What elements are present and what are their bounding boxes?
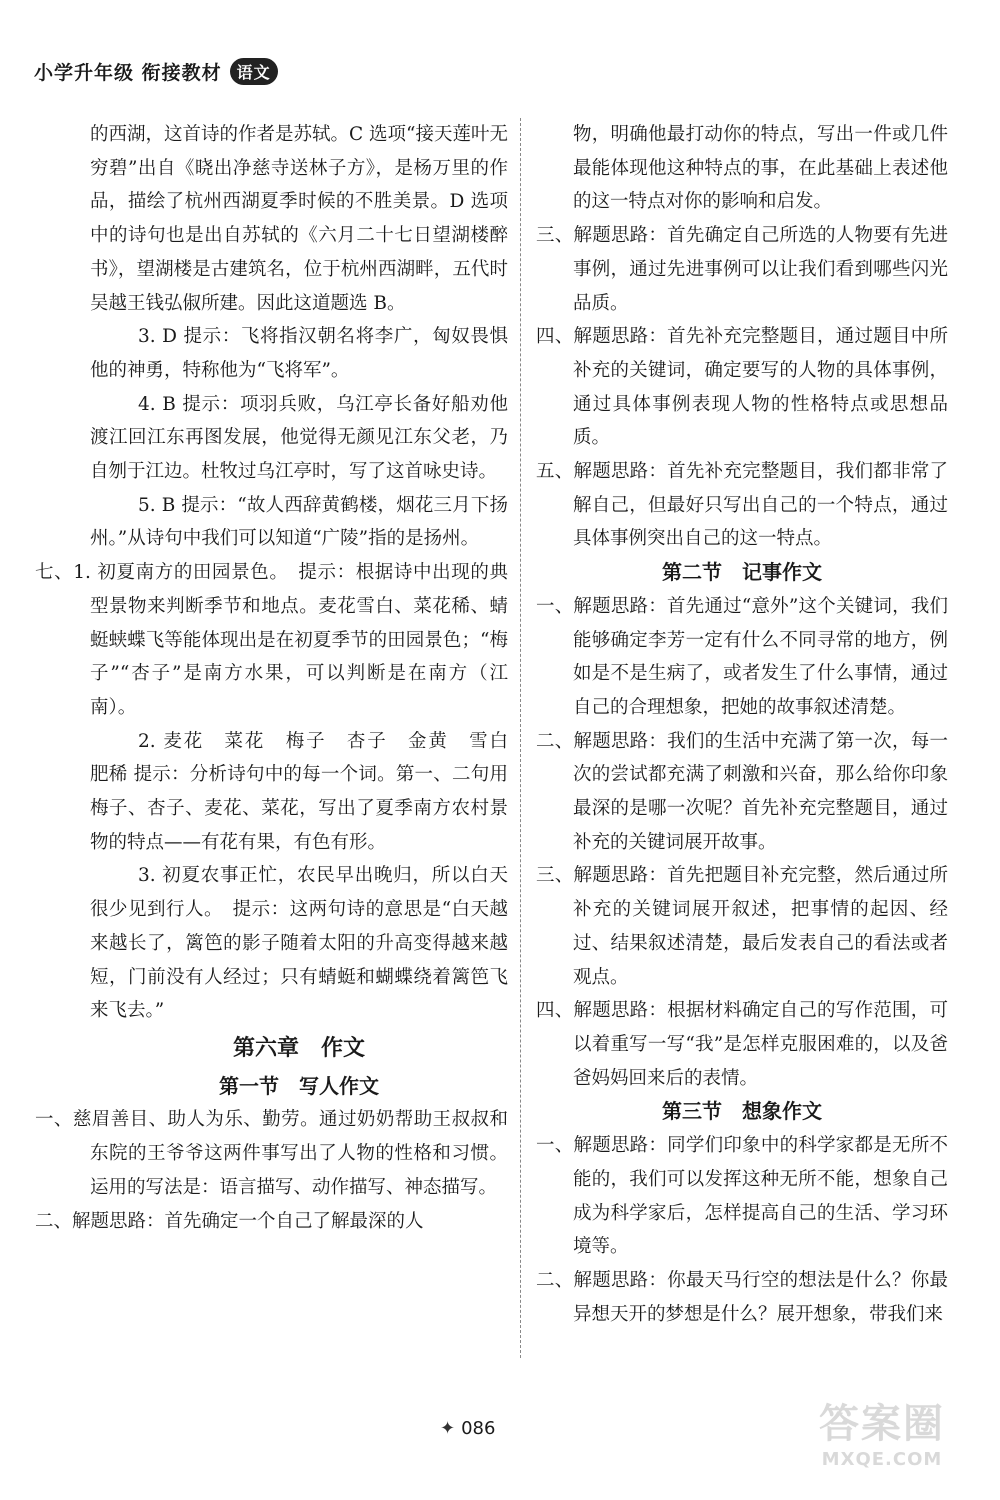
paragraph: 一、慈眉善目、助人为乐、勤劳。通过奶奶帮助王叔叔和东院的王爷爷这两件事写出了人物的性格和习惯。运用的写法是：语言描写、动作描写、神态描写。 xyxy=(35,1109,508,1198)
left-column xyxy=(35,118,527,1238)
section-title: 第一节 写人作文 xyxy=(219,1073,379,1098)
page-number: 086 xyxy=(461,1418,496,1439)
subject-badge: 语文 xyxy=(230,58,278,85)
section-title: 第二节 记事作文 xyxy=(662,560,822,585)
section-title: 第三节 想象作文 xyxy=(662,1099,822,1124)
page-footer xyxy=(440,1418,495,1439)
paragraph: 二、解题思路：我们的生活中充满了第一次，每一次的尝试都充满了刺激和兴奋，那么给你印象最深的是哪一次呢？首先补充完整题目，通过补充的关键词展开故事。 xyxy=(536,730,948,853)
watermark xyxy=(792,1392,972,1482)
paragraph: 3. D 提示：飞将指汉朝名将李广，匈奴畏惧他的神勇，特称他为“飞将军”。 xyxy=(90,326,508,381)
right-column xyxy=(536,118,948,1331)
paragraph: 二、解题思路：首先确定一个自己了解最深的人 xyxy=(35,1210,424,1232)
paragraph: 2. 麦花 菜花 梅子 杏子 金黄 雪白 肥稀 提示：分析诗句中的每一个词。第一、二句用梅子、杏子、麦花、菜花，写出了夏季南方农村景物的特点——有花有果，有色有形。 xyxy=(90,730,527,853)
paragraph: 的西湖，这首诗的作者是苏轼。C 选项“接天莲叶无穷碧”出自《晓出净慈寺送林子方》，是杨万里的作品，描绘了杭州西湖夏季时候的不胜美景。D 选项中的诗句也是出自苏轼的《六月二十七日望湖楼醉书》，望湖楼是古建筑名，位于杭州西湖畔，五代时吴越王钱弘俶所建。因此这道题选 B。 xyxy=(90,124,508,314)
paragraph: 一、解题思路：同学们印象中的科学家都是无所不能的，我们可以发挥这种无所不能，想象自己成为科学家后，怎样提高自己的生活、学习环境等。 xyxy=(536,1135,948,1258)
paragraph: 物，明确他最打动你的特点，写出一件或几件最能体现他这种特点的事，在此基础上表述他的这一特点对你的影响和启发。 xyxy=(573,124,948,213)
chapter-title: 第六章 作文 xyxy=(232,1035,365,1061)
running-header xyxy=(34,58,278,85)
bird-icon: ✦ xyxy=(440,1418,456,1439)
watermark-url: MXQE.COM xyxy=(821,1449,943,1470)
paragraph: 5. B 提示：“故人西辞黄鹤楼，烟花三月下扬州。”从诗句中我们可以知道“广陵”指的是扬州。 xyxy=(90,494,508,550)
paragraph: 四、解题思路：首先补充完整题目，通过题目中所补充的关键词，确定要写的人物的具体事例，通过具体事例表现人物的性格特点或思想品质。 xyxy=(536,326,948,449)
watermark-text: 答案圈 xyxy=(819,1401,945,1447)
paragraph: 四、解题思路：根据材料确定自己的写作范围，可以着重写一写“我”是怎样克服困难的，以及爸爸妈妈回来后的表情。 xyxy=(536,1000,948,1089)
paragraph: 二、解题思路：你最天马行空的想法是什么？你最异想天开的梦想是什么？展开想象，带我们来 xyxy=(536,1269,948,1325)
paragraph: 七、1. 初夏南方的田园景色。 提示：根据诗中出现的典型景物来判断季节和地点。麦花雪白、菜花稀、蜻蜓蛱蝶飞等能体现出是在初夏季节的田园景色；“梅子”“杏子”是南方水果，可以判断是在南方（江南）。 xyxy=(35,562,508,718)
header-title: 小学升年级 衔接教材 xyxy=(34,62,222,84)
paragraph: 三、解题思路：首先把题目补充完整，然后通过所补充的关键词展开叙述，把事情的起因、经过、结果叙述清楚，最后发表自己的看法或者观点。 xyxy=(536,865,948,988)
paragraph: 4. B 提示：项羽兵败，乌江亭长备好船劝他渡江回江东再图发展，他觉得无颜见江东父老，乃自刎于江边。杜牧过乌江亭时，写了这首咏史诗。 xyxy=(90,393,508,483)
paragraph: 三、解题思路：首先确定自己所选的人物要有先进事例，通过先进事例可以让我们看到哪些闪光品质。 xyxy=(536,225,948,314)
paragraph: 3. 初夏农事正忙，农民早出晚归，所以白天很少见到行人。 提示：这两句诗的意思是“白天越来越长了，篱笆的影子随着太阳的升高变得越来越短，门前没有人经过；只有蜻蜓和蝴蝶绕着篱笆飞来飞去。” xyxy=(90,865,508,1022)
paragraph: 一、解题思路：首先通过“意外”这个关键词，我们能够确定李芳一定有什么不同寻常的地方，例如是不是生病了，或者发生了什么事情，通过自己的合理想象，把她的故事叙述清楚。 xyxy=(536,595,948,718)
paragraph: 五、解题思路：首先补充完整题目，我们都非常了解自己，但最好只写出自己的一个特点，通过具体事例突出自己的这一特点。 xyxy=(536,461,948,550)
